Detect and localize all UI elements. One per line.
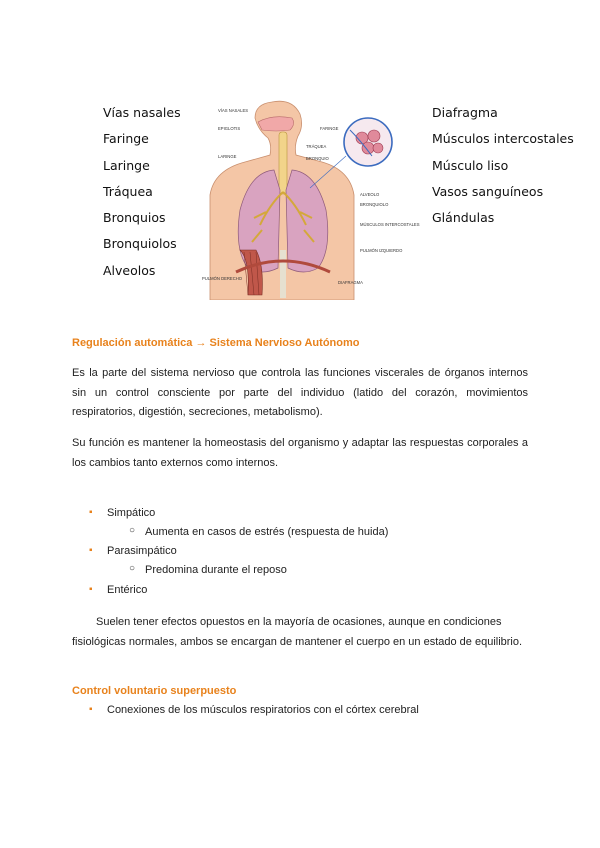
diagram-label-faringe: FARINGE: [320, 126, 339, 131]
left-label-list: [103, 100, 181, 284]
bullet-conexiones: [89, 704, 419, 716]
sub-bullet-parasimpatico: [129, 563, 287, 576]
label-traquea: Tráquea: [103, 183, 153, 199]
sub-bullet-label: Predomina durante el reposo: [145, 564, 287, 576]
label-vias-nasales: Vías nasales: [103, 105, 181, 120]
label-glandulas: Glándulas: [432, 210, 495, 226]
bullet-label: Parasimpático: [107, 545, 177, 557]
paragraph-efectos-opuestos: Suelen tener efectos opuestos en la mayoría de ocasiones, aunque en condiciones fisiológicas normales, ambos se encargan de mantener el cuerpo en un estado de equilibrio.: [72, 616, 523, 648]
section-title-control-voluntario: Control voluntario superpuesto: [72, 685, 237, 697]
label-laringe: Laringe: [103, 157, 150, 173]
label-musculo-liso: Músculo liso: [432, 157, 509, 173]
sub-bullet-label: Aumenta en casos de estrés (respuesta de huida): [145, 526, 389, 538]
right-label-list: [432, 100, 574, 231]
label-alveolos: Alveolos: [103, 262, 156, 278]
bullet-label: Entérico: [107, 584, 148, 596]
diagram-label-laringe: LARINGE: [218, 154, 237, 159]
paragraph-funcion: Su función es mantener la homeostasis del organismo y adaptar las respuestas corporales a los cambios tanto externos como internos.: [72, 437, 528, 469]
label-vasos-sanguineos: Vasos sanguíneos: [432, 183, 544, 199]
label-faringe: Faringe: [103, 131, 149, 147]
diagram-label-pulmon-derecho: PULMÓN DERECHO: [202, 276, 243, 281]
bullet-simpatico: [89, 507, 156, 519]
sub-bullet-marker: ○: [129, 525, 136, 536]
diagram-label-diafragma: DIAFRAGMA: [338, 280, 363, 285]
bullet-enterico: [89, 584, 148, 596]
section-title-regulacion-automatica: Regulación automática → Sistema Nervioso Autónomo: [72, 337, 360, 349]
bullet-label: Simpático: [107, 507, 156, 519]
bullet-parasimpatico: [89, 545, 177, 557]
respiratory-system-illustration: [200, 100, 420, 300]
diagram-label-musculos-intercostales: MÚSCULOS INTERCOSTALES: [360, 222, 420, 227]
bullet-label: Conexiones de los músculos respiratorios con el córtex cerebral: [107, 704, 419, 716]
sub-bullet-simpatico: [129, 525, 389, 538]
bullet-marker: ▪: [89, 507, 93, 518]
paragraph-definicion: Es la parte del sistema nervioso que controla las funciones viscerales de órganos internos sin un control consciente por parte del individuo (latido del corazón, movimientos respiratorios, digestión, secreciones, metabolismo).: [72, 367, 528, 418]
diagram-label-traquea: TRÁQUEA: [306, 144, 327, 149]
diagram-label-epiglotis: EPIGLOTIS: [218, 126, 241, 131]
label-musculos-intercostales: Músculos intercostales: [432, 131, 574, 147]
label-diafragma: Diafragma: [432, 105, 498, 120]
diagram-label-alveolo: ALVEOLO: [360, 192, 380, 197]
sub-bullet-marker: ○: [129, 563, 136, 574]
label-bronquiolos: Bronquiolos: [103, 236, 177, 252]
diagram-label-pulmon-izquierdo: PULMÓN IZQUIERDO: [360, 248, 403, 253]
label-bronquios: Bronquios: [103, 210, 166, 226]
diagram-label-vias-nasales: VÍAS NASALES: [218, 108, 249, 113]
bullet-marker: ▪: [89, 584, 93, 595]
diagram-label-bronquiolo: BRONQUIOLO: [360, 202, 389, 207]
bullet-marker: ▪: [89, 545, 93, 556]
bullet-marker: ▪: [89, 704, 93, 715]
diagram-label-bronquio: BRONQUIO: [306, 156, 329, 161]
